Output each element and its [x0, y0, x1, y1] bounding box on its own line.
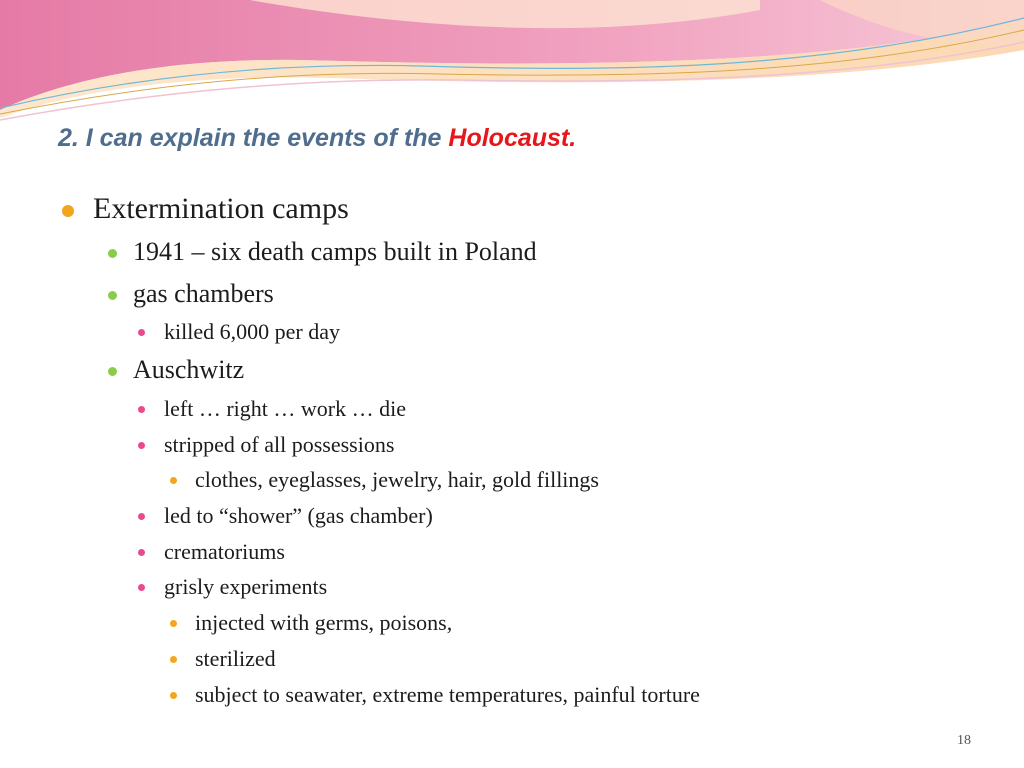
bullet-text: subject to seawater, extreme temperatures, painful torture	[195, 682, 700, 707]
slide-number: 18	[957, 733, 971, 748]
bullet-text: sterilized	[195, 646, 276, 671]
bullet-dot	[138, 406, 145, 413]
bullet-text: left … right … work … die	[164, 396, 406, 421]
bullet-text: grisly experiments	[164, 574, 328, 599]
bullet-text: clothes, eyeglasses, jewelry, hair, gold fillings	[195, 467, 599, 492]
bullet-dot	[138, 329, 145, 336]
bullet-dot	[138, 513, 145, 520]
bullet-death-camps-poland	[108, 237, 537, 267]
bullet-stripped-possessions	[138, 432, 394, 458]
bullet-dot	[170, 692, 177, 699]
bullet-dot	[138, 442, 145, 449]
bullet-text: injected with germs, poisons,	[195, 610, 453, 635]
bullet-extermination-camps	[62, 192, 349, 226]
decorative-header-banner	[0, 0, 1024, 130]
bullet-crematoriums	[138, 539, 285, 565]
bullet-injected-germs	[170, 610, 452, 636]
bullet-dot	[170, 656, 177, 663]
bullet-text: crematoriums	[164, 539, 285, 564]
bullet-dot	[108, 291, 117, 300]
bullet-grisly-experiments	[138, 574, 327, 600]
bullet-killed-per-day	[138, 319, 340, 345]
bullet-dot	[170, 477, 177, 484]
title-prefix: 2. I can explain the events of the	[58, 124, 449, 152]
bullet-dot	[108, 249, 117, 258]
bullet-text: killed 6,000 per day	[164, 319, 340, 344]
bullet-text: Extermination camps	[93, 192, 349, 225]
bullet-left-right-work-die	[138, 396, 406, 422]
bullet-dot	[138, 549, 145, 556]
bullet-clothes-eyeglasses	[170, 467, 599, 493]
slide-title	[58, 124, 576, 153]
bullet-text: led to “shower” (gas chamber)	[164, 503, 433, 528]
bullet-dot	[138, 584, 145, 591]
bullet-led-to-shower	[138, 503, 433, 529]
bullet-text: Auschwitz	[133, 355, 245, 384]
bullet-gas-chambers	[108, 279, 274, 309]
bullet-dot	[62, 205, 74, 217]
bullet-text: gas chambers	[133, 279, 274, 308]
bullet-dot	[108, 367, 117, 376]
bullet-text: 1941 – six death camps built in Poland	[133, 237, 537, 266]
title-suffix: .	[569, 124, 577, 152]
bullet-seawater-torture	[170, 682, 700, 708]
bullet-auschwitz	[108, 355, 244, 385]
bullet-text: stripped of all possessions	[164, 432, 395, 457]
title-highlight: Holocaust	[448, 124, 570, 152]
bullet-sterilized	[170, 646, 276, 672]
bullet-dot	[170, 620, 177, 627]
